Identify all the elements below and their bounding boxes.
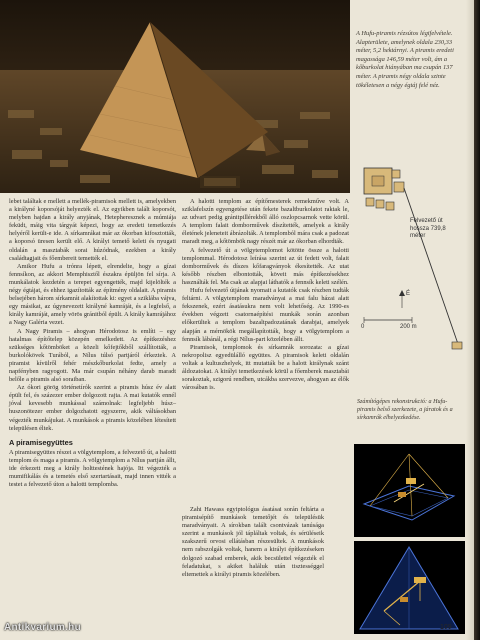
- watermark-logo: Antikvarium.hu: [4, 622, 81, 633]
- section-heading: A piramisegyüttes: [9, 437, 73, 447]
- scale-end-label: 200 m: [400, 324, 417, 330]
- paragraph: A felvezető út a völgytemplomot kötötte össze a halotti templommal. Hérodotosz leírása szerint az út fedett volt, falait domborművek és díszes kőfaragványok ékesítették. Az utat később részben elbontották, köveit más építkezésekhez használták fel. Ma csak az alapjai láthatók a fennsík keleti szélén.: [182, 246, 349, 286]
- book-spine: [474, 0, 480, 640]
- reconstruction-image-top: [354, 444, 465, 537]
- causeway-length-label: Felvezető út hossza 739,8 méter: [410, 218, 446, 239]
- paragraph: A halotti templom az építőmesterek remekműve volt. A sziklafelszín egyengetése után fekete bazaltburkolatot raktak le, az udvart pedig gránitpillérekből álló oszlopcsarnok vette körül. A templom falait domborművek díszítették, amelyek a király életének jeleneteit ábrázolták. A templomból mára csak a padozat maradt meg, a kőtömbök nagy részét már az ókorban elhordták.: [182, 198, 349, 246]
- page-edge: [466, 0, 474, 640]
- paragraph: Amikor Hufu a trónra lépett, elrendelte, hogy a gízai fennsíkon, az akkori Memphisztől északra épüljön fel sírja. A munkálatok kezdetén a terepet egyengették, majd kijelölték a négy égtájat, és ehhez igazították az építmény oldalait. A piramis belsejében három sírkamrát alakítottak ki: egyet a sziklába vájva, egy másikat, az úgynevezett királyné kamráját, és a legfelső, a király kamráját, amely vörös gránitból épült. A király kamrájához a Nagy Galéria vezet.: [9, 262, 176, 327]
- scale-start-label: 0: [361, 324, 365, 330]
- reconstruction-caption: Számítógépes rekonstrukció: a Hufu-piramis belső szerkezete, a járatok és a sírkamrák elhelyezkedése.: [357, 399, 453, 421]
- text-column-left: [9, 198, 176, 489]
- paragraph: Az ókori görög történetírók szerint a piramis húsz év alatt épült fel, és százezer ember dolgozott rajta. A mai kutatók ennél jóval kevesebb munkással számolnak: legfeljebb húsz–huszonötezer ember dolgozhatott egyszerre, akik váltásokban végezték munkájukat. A munkások a piramis közelében létesített településen éltek.: [9, 384, 176, 432]
- text-column-middle-lower: [182, 506, 324, 579]
- photo-caption: A Hufu-piramis rézsútos légifelvétele. Alapterülete, amelynek oldala 230,33 méter, 5,2 hektárnyi. A piramis eredeti magassága 146,59 méter volt, ám a kőburkolat hiányában ma csupán 137 méter. A piramis négy oldala szinte tökéletesen a négy égtáj felé néz.: [356, 30, 454, 89]
- paragraph: Piramisok, templomok és sírkamrák sorozata: a gízai nekropolisz egyedülálló együttes. A piramisok keleti oldalán voltak a kultuszhelyek, itt mutatták be a halott királynak szánt áldozatokat. A királyi temetkezések körül a főemberek masztabái sorakoztak, szigorú rendben, utcákba szervezve, ahogyan az élők városában is.: [182, 343, 349, 392]
- north-label: É: [406, 291, 411, 297]
- paragraph: A Nagy Piramis – ahogyan Hérodotosz is említi – egy hatalmas építőtelep közepén emelkedett. Az építkezéshez szükséges kőtömböket a közeli kőfejtőkből szállították, a burkolókövek Turából, a Nílus túlsó partjáról érkeztek. A piramist kívülről fehér mészkőburkolat fedte, amely a napfényben ragyogott. Ma már csupán néhány darab maradt belőle a piramis alsó soraiban.: [9, 327, 176, 384]
- paragraph: Hufu felvezető útjának nyomait a kutatók csak részben tudták feltárni. A völgytemplom maradványai a mai falu házai alatt fekszenek, ezért ásatásukra nem volt lehetőség. Az 1990-es években végzett csatornaépítési munkák során azonban előkerültek a templom bazaltpadozatának darabjai, amelyek alapján a mérnökök megállapították, hogy a völgytemplom a fennsík lábánál, a régi Nílus-part közelében állt.: [182, 287, 349, 343]
- pyramid-aerial-photo: [0, 0, 350, 193]
- site-plan-diagram: [352, 148, 468, 388]
- page-number: 109: [440, 624, 452, 631]
- paragraph: lebet találtak e mellett a mellék-piramisok mellett is, amelyekben a királyné koporsóját helyezték el. Az egyikben talált koporsót, melyben hajdan a király anyjának, Hetepheresznek a múmiája feküdt, máig vita tárgyát képezi, hogy az eredeti temetkezés helyéről került-e ide. A sírkamrákat már az ókorban kifosztották, a koporsó üresen került elő. A királyi temető keleti és nyugati oldalán a masztabák sorai húzódnak, ezekben a király családtagjait és főembereit temették el.: [9, 198, 176, 262]
- paragraph: A piramisegyüttes részei a völgytemplom, a felvezető út, a halotti templom és maga a piramis. A völgytemplom a Nílus partján állt, ide érkezett meg a király holttestének hajója. Itt végezték a mumifikálás és a temetés első szertartásait, majd innen vitték a testet a felvezető úton a halotti templomba.: [9, 448, 176, 489]
- reconstruction-image-bottom: [354, 541, 465, 634]
- paragraph: Zahi Hawass egyiptológus ásatásai során feltárta a piramisépítő munkások temetőjét és településük maradványait. A sírokban talált csontvázak tanúsága szerint a munkások jól tápláltak voltak, és sérüléseik szakszerű orvosi ellátásban részesültek. A munkások nem rabszolgák voltak, hanem a királyi építkezéseken dolgozó szabad emberek, akik becsülettel végezték el feladatukat, s akiket haláluk után tisztességgel eltemettek a királyi piramis közelében.: [182, 506, 324, 578]
- text-column-middle: [182, 198, 349, 392]
